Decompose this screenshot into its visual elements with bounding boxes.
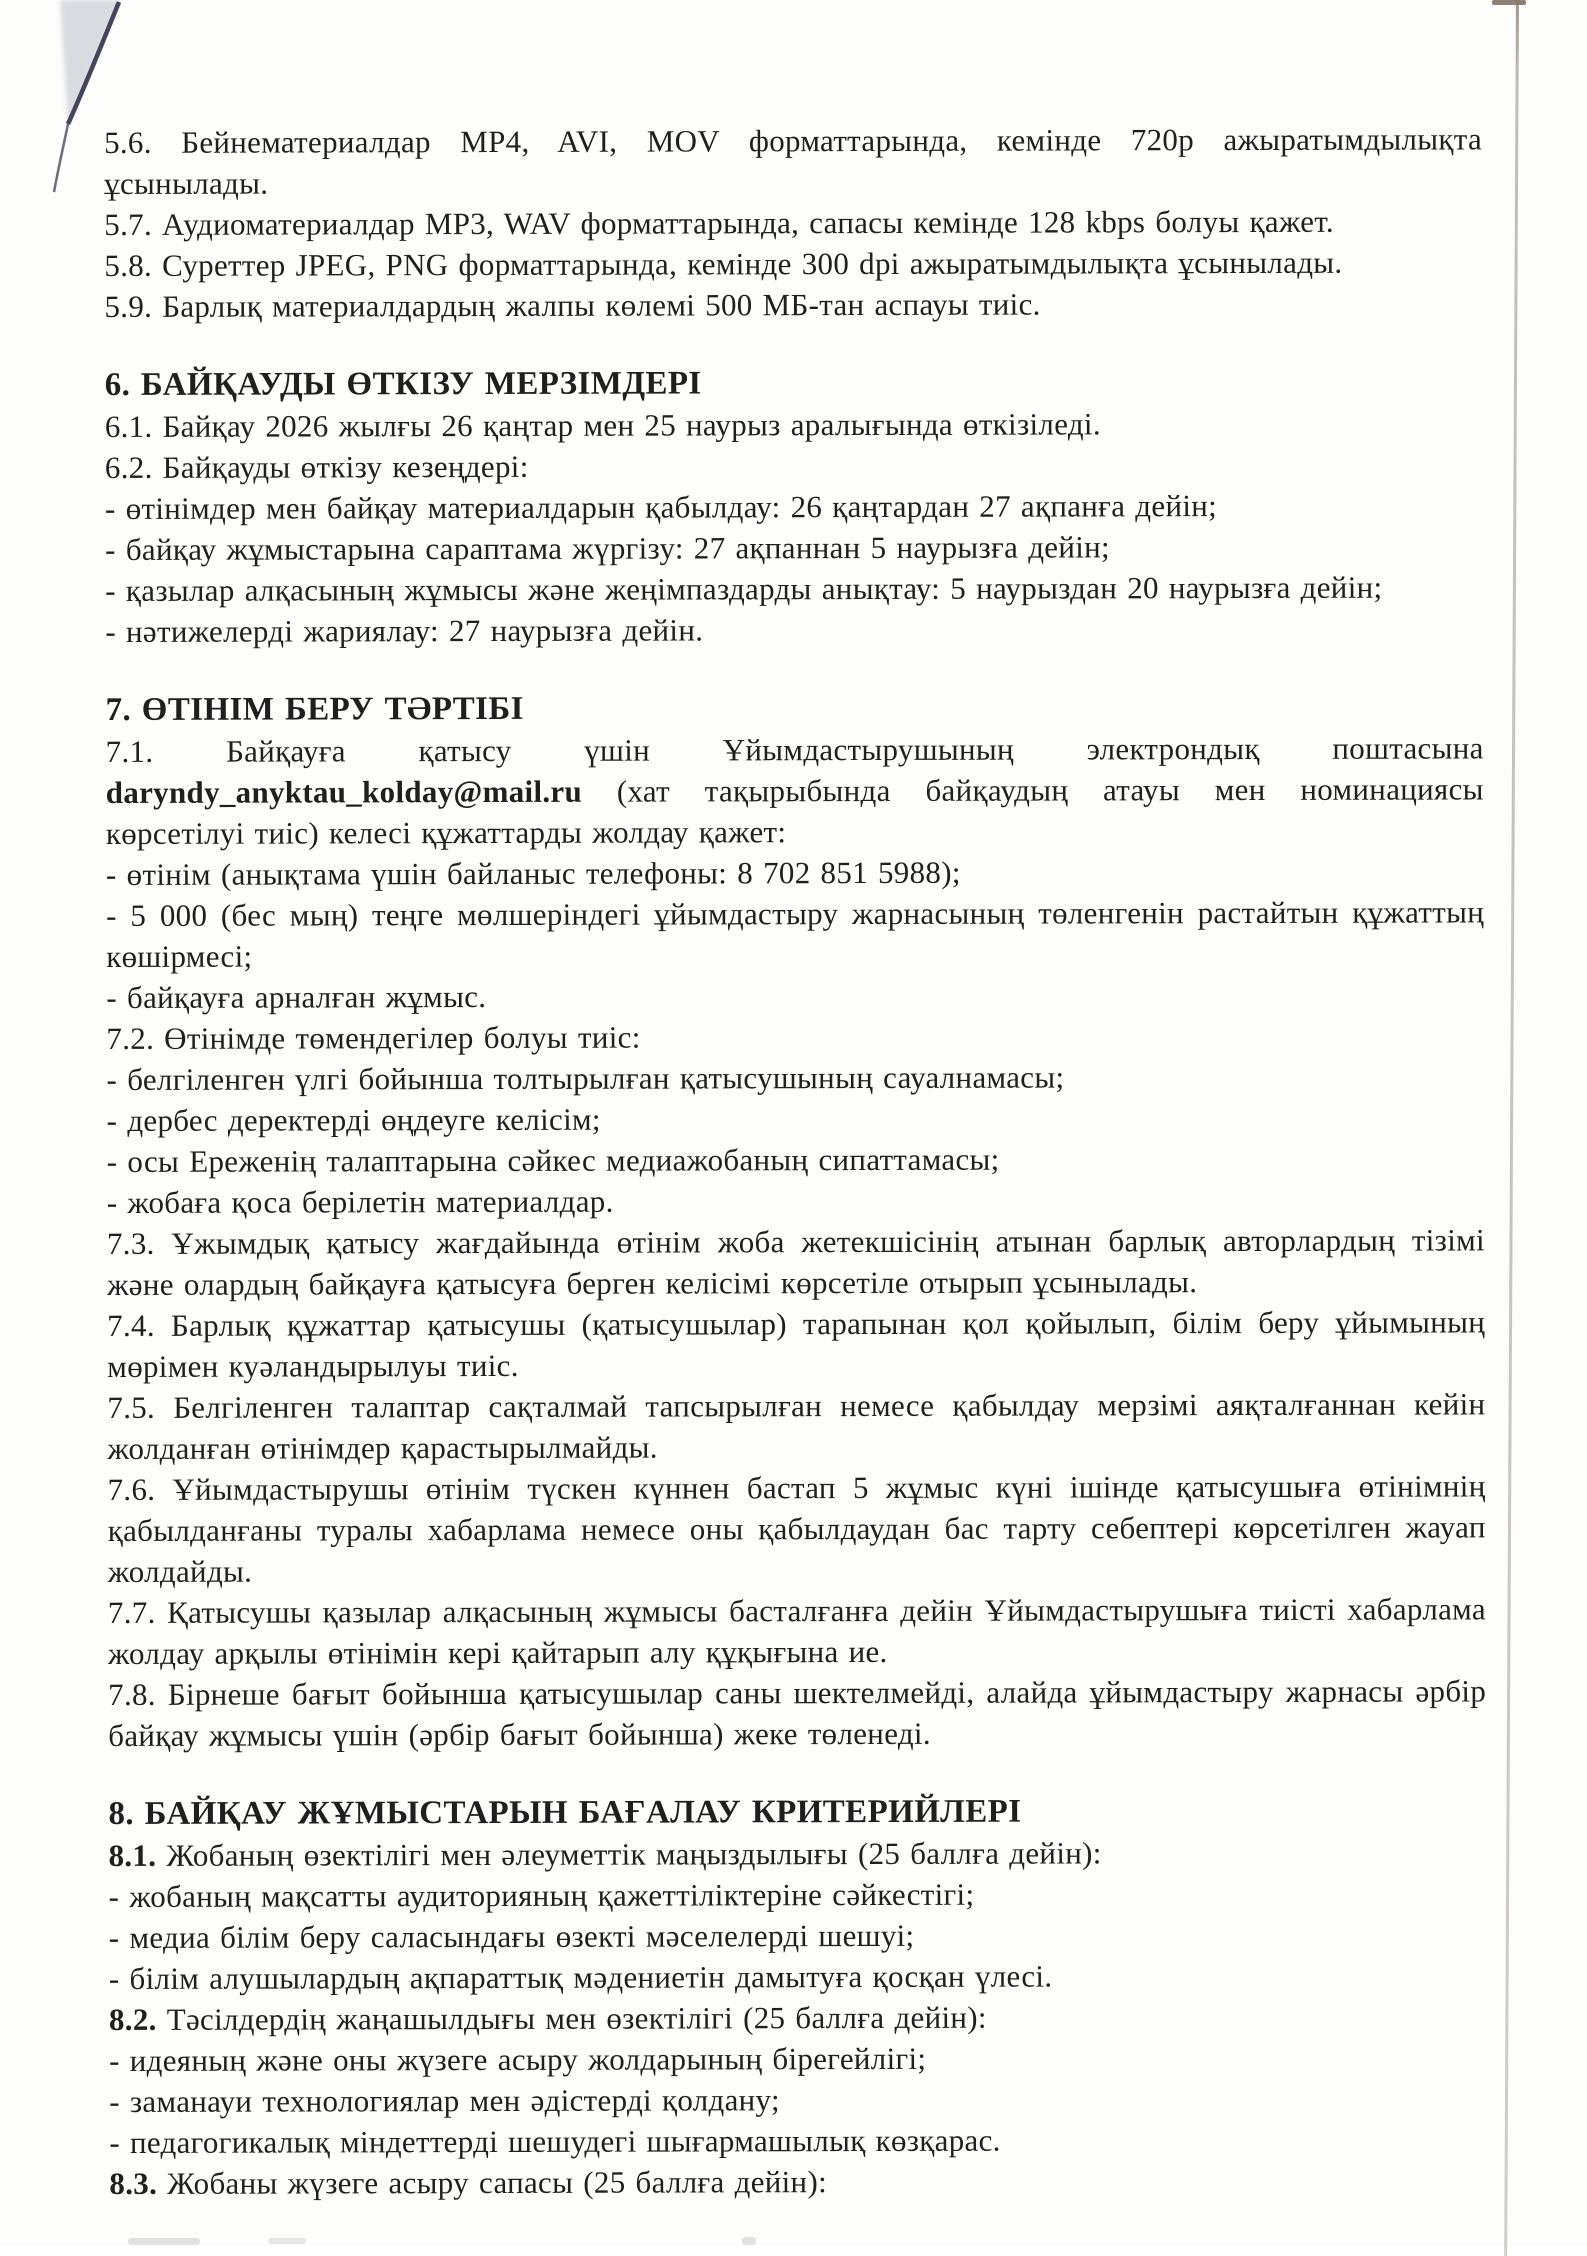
paragraph-text: 7.7. Қатысушы қазылар алқасының жұмысы басталғанға дейін Ұйымдастырушыға тиісті хабарлама жолдау арқылы өтінімін кері қайтарып алу құқығына ие. (108, 1591, 1486, 1671)
paragraph-text: 7.6. Ұйымдастырушы өтінім түскен күннен бастап 5 жұмыс күні ішінде қатысушыға өтінімнің қабылданғаны туралы хабарлама немесе оны қабылдаудан бас тарту себептері көрсетілген жауап жолдайды. (108, 1468, 1486, 1589)
paragraph-text: 6.1. Байқау 2026 жылғы 26 қаңтар мен 25 наурыз аралығында өткізіледі. (105, 406, 1101, 444)
email-bold: daryndy_anyktau_kolday@mail.ru (106, 774, 582, 810)
scan-smudge (742, 2237, 756, 2245)
paragraph (108, 1465, 1486, 1592)
paragraph-text: 8. БАЙҚАУ ЖҰМЫСТАРЫН БАҒАЛАУ КРИТЕРИЙЛЕРІ (108, 1794, 1021, 1832)
paragraph-text: - қазылар алқасының жұмысы және жеңімпаздарды анықтау: 5 наурыздан 20 наурызға дейін; (105, 570, 1382, 608)
paragraph-text-continued: (хат тақырыбында байқаудың атауы мен номинациясы көрсетілуі тиіс) келесі құжаттарды жолдау қажет: (106, 771, 1484, 851)
paragraph (104, 282, 1482, 327)
paragraph (106, 973, 1484, 1018)
paragraph (105, 443, 1483, 488)
paragraph-text: 7.3. Ұжымдық қатысу жағдайында өтінім жоба жетекшісінің атынан барлық авторлардың тізімі және олардың байқауға қатысуға берген келісімі көрсетіле отырып ұсынылады. (107, 1222, 1485, 1302)
paragraph-text: Жобаны жүзеге асыру сапасы (25 баллға дейін): (157, 2164, 827, 2201)
paragraph-text: 7. ӨТІНІМ БЕРУ ТӘРТІБІ (105, 691, 523, 728)
paragraph (109, 1913, 1487, 1958)
paragraph (106, 891, 1484, 977)
paragraph (104, 241, 1482, 286)
paragraph (105, 525, 1483, 570)
paragraph (109, 1872, 1487, 1917)
paragraph-text: - осы Ереженің талаптарына сәйкес медиажобаның сипаттамасы; (107, 1142, 1000, 1179)
paragraph-text: - байқауға арналған жұмыс. (106, 979, 486, 1015)
pen-stroke-tail (54, 124, 68, 192)
section-7-heading (105, 686, 1483, 731)
paragraph-text: - дербес деректерді өңдеуге келісім; (107, 1102, 601, 1138)
paragraph (104, 118, 1482, 204)
scan-smudge (268, 2238, 306, 2244)
paragraph (109, 2077, 1487, 2122)
paragraph (107, 1137, 1485, 1182)
paragraph (109, 2159, 1487, 2204)
paragraph (107, 1178, 1485, 1223)
paragraph (106, 850, 1484, 895)
paragraph-text: - педагогикалық міндеттерді шешудегі шығармашылық көзқарас. (109, 2123, 1000, 2160)
scan-smudge (128, 2238, 200, 2245)
paragraph-text: - өтінімдер мен байқау материалдарын қабылдау: 26 қаңтардан 27 ақпанға дейін; (105, 488, 1217, 526)
paragraph-number: 8.1. (108, 1838, 156, 1873)
section-8-heading (108, 1790, 1486, 1835)
paragraph-text: 6.2. Байқауды өткізу кезеңдері: (105, 449, 529, 485)
paragraph (105, 607, 1483, 652)
paragraph-7-1 (106, 727, 1484, 854)
paragraph-text: - медиа білім беру саласындағы өзекті мәселелерді шешуі; (109, 1918, 915, 1955)
paragraph (108, 1670, 1486, 1756)
paragraph-text: - өтінім (анықтама үшін байланыс телефоны: 8 702 851 5988); (106, 855, 961, 892)
paragraph (109, 1954, 1487, 1999)
document-body (104, 118, 1487, 2204)
scan-edge-top-mark (1492, 0, 1526, 5)
paragraph-text: - идеяның және оны жүзеге асыру жолдарының бірегейлігі; (109, 2041, 926, 2078)
scan-edge-line (1504, 0, 1519, 2256)
paragraph-text: 5.8. Суреттер JPEG, PNG форматтарында, кемінде 300 dpi ажыратымдылықта ұсынылады. (104, 245, 1342, 283)
paragraph (109, 2036, 1487, 2081)
paragraph (107, 1219, 1485, 1305)
paragraph (109, 1995, 1487, 2040)
paragraph (108, 1831, 1486, 1876)
paragraph-text: 7.1. Байқауға қатысу үшін Ұйымдастырушының электрондық поштасына (106, 730, 1484, 769)
paragraph-text: 6. БАЙҚАУДЫ ӨТКІЗУ МЕРЗІМДЕРІ (105, 365, 702, 403)
paragraph (109, 2118, 1487, 2163)
paragraph-text: - 5 000 (бес мың) теңге мөлшеріндегі ұйымдастыру жарнасының төленгенін растайтын құжаттың көшірмесі; (106, 894, 1484, 974)
paragraph (104, 200, 1482, 245)
paragraph-text: 5.9. Барлық материалдардың жалпы көлемі 500 МБ-тан аспауы тиіс. (104, 287, 1040, 324)
paragraph-text: 7.8. Бірнеше бағыт бойынша қатысушылар саны шектелмейді, алайда ұйымдастыру жарнасы әрбір байқау жұмысы үшін (әрбір бағыт бойынша) жеке төленеді. (108, 1673, 1486, 1753)
paragraph-text: - белгіленген үлгі бойынша толтырылған қатысушының сауалнамасы; (106, 1059, 1064, 1097)
paragraph-text: 7.5. Белгіленген талаптар сақталмай тапсырылған немесе қабылдау мерзімі аяқталғаннан кейін жолданған өтінімдер қарастырылмайды. (107, 1386, 1485, 1466)
paragraph-text: 5.6. Бейнематериалдар MP4, AVI, MOV форматтарында, кемінде 720p ажыратымдылықта ұсынылады. (104, 121, 1482, 201)
paragraph-number: 8.2. (109, 2002, 157, 2037)
paragraph-text: Тәсілдердің жаңашылдығы мен өзектілігі (25 баллға дейін): (157, 2000, 987, 2037)
paragraph (106, 1055, 1484, 1100)
paragraph (105, 484, 1483, 529)
paragraph-text: Жобаның өзектілігі мен әлеуметтік маңыздылығы (25 баллға дейін): (156, 1835, 1101, 1872)
paragraph-text: - заманауи технологиялар мен әдістерді қолдану; (109, 2082, 780, 2119)
paragraph-text: - нәтижелерді жариялау: 27 наурызға дейін. (105, 612, 703, 649)
section-6-heading (105, 361, 1483, 406)
paragraph-text: 7.4. Барлық құжаттар қатысушы (қатысушылар) тарапынан қол қойылып, білім беру ұйымының мөрімен куәландырылуы тиіс. (107, 1304, 1485, 1384)
paragraph-text: - білім алушылардың ақпараттық мәдениетін дамытуға қосқан үлесі. (109, 1959, 1053, 1996)
paragraph (106, 1014, 1484, 1059)
paragraph-text: - жобаға қоса берілетін материалдар. (107, 1184, 614, 1220)
paragraph (107, 1383, 1485, 1469)
paragraph-text: - жобаның мақсатты аудиторияның қажеттіліктеріне сәйкестігі; (109, 1877, 975, 1914)
paragraph-text: 7.2. Өтінімде төмендегілер болуы тиіс: (106, 1020, 640, 1056)
paragraph (105, 566, 1483, 611)
paragraph-text: - байқау жұмыстарына сараптама жүргізу: 27 ақпаннан 5 наурызға дейін; (105, 529, 1110, 567)
paragraph (107, 1096, 1485, 1141)
paragraph-number: 8.3. (109, 2166, 157, 2201)
paragraph (107, 1301, 1485, 1387)
paragraph (105, 402, 1483, 447)
paragraph-text: 5.7. Аудиоматериалдар MP3, WAV форматтарында, сапасы кемінде 128 kbps болуы қажет. (104, 204, 1334, 242)
paragraph (108, 1588, 1486, 1674)
